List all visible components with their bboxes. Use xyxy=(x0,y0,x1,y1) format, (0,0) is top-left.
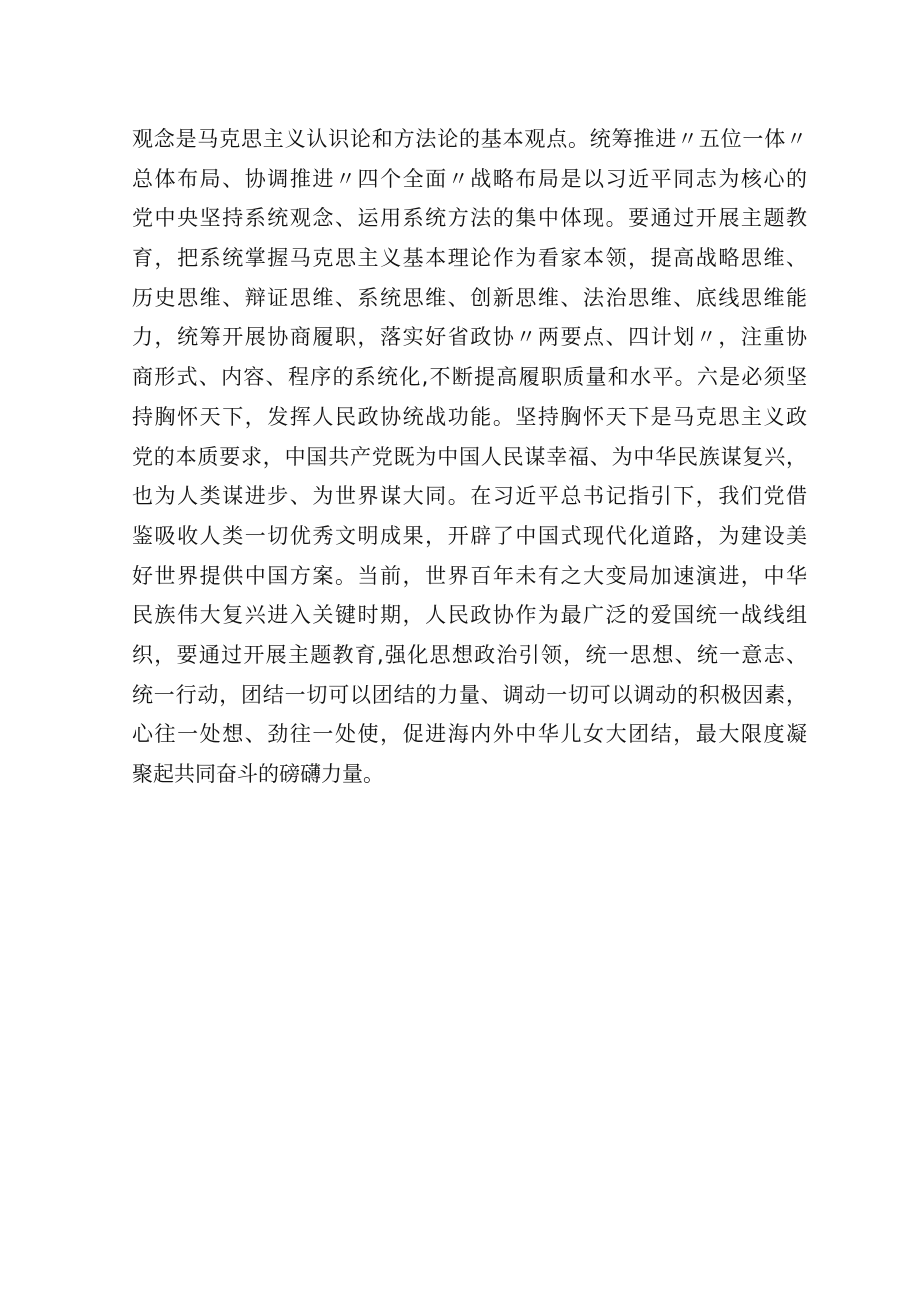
paragraph-line: 鉴吸收人类一切优秀文明成果，开辟了中国式现代化道路，为建设美 xyxy=(132,523,807,548)
paragraph-line: 民族伟大复兴进入关键时期，人民政协作为最广泛的爱国统一战线组 xyxy=(132,603,807,628)
paragraph-line: 总体布局、协调推进〃四个全面〃战略布局是以习近平同志为核心的 xyxy=(132,166,807,191)
paragraph-line: 织，要通过开展主题教育,强化思想政治引领，统一思想、统一意志、 xyxy=(132,642,807,667)
paragraph-line: 力，统筹开展协商履职，落实好省政协〃两要点、四计划〃，注重协 xyxy=(132,325,807,350)
paragraph-line: 心往一处想、劲往一处使，促进海内外中华儿女大团结，最大限度凝 xyxy=(132,722,807,747)
paragraph-line: 也为人类谋进步、为世界谋大同。在习近平总书记指引下，我们党借 xyxy=(132,484,807,509)
paragraph-line: 商形式、内容、程序的系统化,不断提高履职质量和水平。六是必须坚 xyxy=(132,365,807,390)
paragraph-line: 育，把系统掌握马克思主义基本理论作为看家本领，提高战略思维、 xyxy=(132,246,807,271)
body-paragraph xyxy=(132,120,807,795)
paragraph-line: 党的本质要求，中国共产党既为中国人民谋幸福、为中华民族谋复兴， xyxy=(132,444,807,469)
paragraph-line: 统一行动，团结一切可以团结的力量、调动一切可以调动的积极因素， xyxy=(132,682,807,707)
paragraph-line: 观念是马克思主义认识论和方法论的基本观点。统筹推进〃五位一体〃 xyxy=(132,127,807,151)
paragraph-line: 历史思维、辩证思维、系统思维、创新思维、法治思维、底线思维能 xyxy=(132,285,807,310)
paragraph-line: 聚起共同奋斗的磅礴力量。 xyxy=(132,762,384,786)
paragraph-line: 好世界提供中国方案。当前，世界百年未有之大变局加速演进，中华 xyxy=(132,563,807,588)
paragraph-line: 党中央坚持系统观念、运用系统方法的集中体现。要通过开展主题教 xyxy=(132,206,807,231)
paragraph-line: 持胸怀天下，发挥人民政协统战功能。坚持胸怀天下是马克思主义政 xyxy=(132,404,807,429)
